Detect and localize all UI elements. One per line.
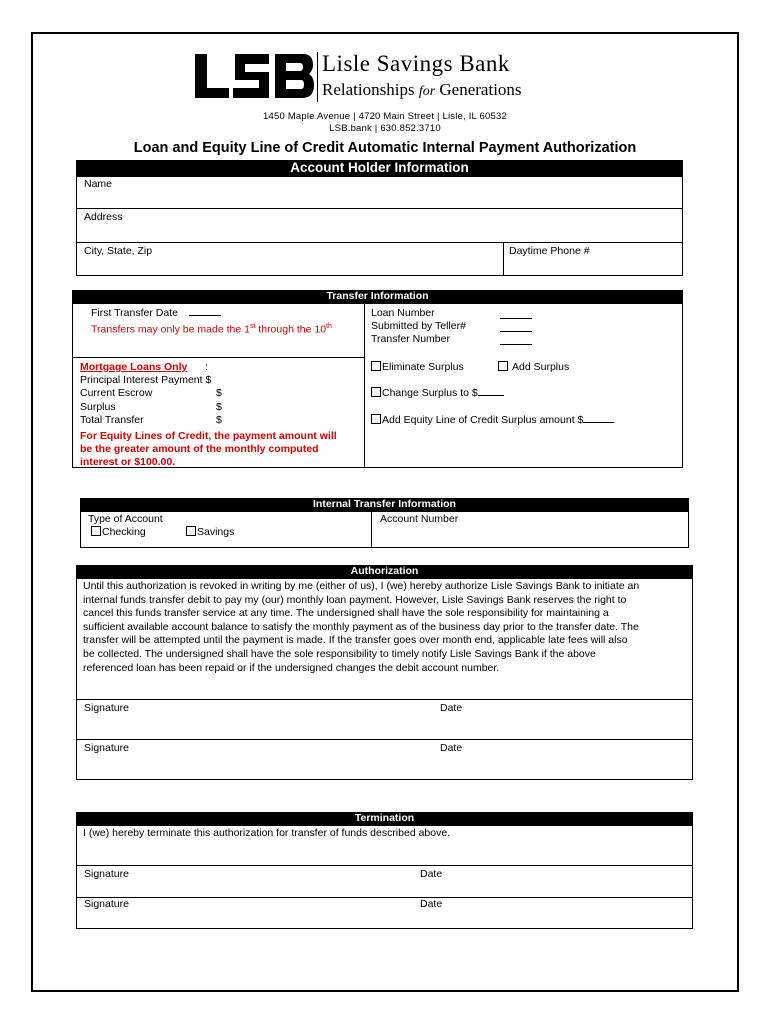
surplus-field[interactable]: Surplus	[80, 401, 116, 413]
total-transfer-field[interactable]: Total Transfer	[80, 414, 144, 426]
termination-signature-field-2[interactable]: Signature	[84, 898, 129, 910]
eliminate-surplus-label: Eliminate Surplus	[382, 361, 464, 373]
change-surplus-label: Change Surplus to $	[382, 387, 478, 399]
authorization-line: cancel this funds transfer service at any time. The undersigned shall have the sole responsibility for maintaining a	[83, 607, 609, 620]
authorization-line: transfer will be attempted until the payment is made. If the transfer goes over month end, applicable late fees will also	[83, 634, 628, 647]
termination-signature-field-1[interactable]: Signature	[84, 868, 129, 880]
principal-interest-field[interactable]: Principal Interest Payment $	[80, 374, 212, 386]
equity-note-line1: For Equity Lines of Credit, the payment amount will	[80, 430, 337, 442]
divider	[76, 897, 693, 898]
transfer-number-label: Transfer Number	[371, 333, 450, 345]
transfer-number-blank[interactable]	[500, 344, 532, 345]
city-state-zip-field[interactable]: City, State, Zip	[84, 245, 153, 257]
signature-field-1[interactable]: Signature	[84, 702, 129, 714]
submitted-by-teller-label: Submitted by Teller#	[371, 320, 466, 332]
authorization-line: be collected. The undersigned shall have the sole responsibility to timely notify Lisle Savings Bank if the above	[83, 647, 596, 660]
mortgage-loans-heading	[80, 361, 187, 374]
checking-option[interactable]	[91, 526, 146, 539]
daytime-phone-field[interactable]: Daytime Phone #	[509, 245, 590, 257]
note-text: through the 10	[255, 323, 327, 336]
termination-date-field-1[interactable]: Date	[420, 868, 443, 880]
total-transfer-dollar: $	[216, 414, 222, 426]
account-holder-heading: Account Holder Information	[76, 160, 683, 176]
checking-label: Checking	[102, 526, 146, 538]
add-equity-surplus-option[interactable]	[371, 414, 614, 427]
authorization-line: Until this authorization is revoked in writing by me (either of us), I (we) hereby authorize Lisle Savings Bank to initiate an	[83, 580, 640, 592]
authorization-line: sufficient available account balance to satisfy the monthly payment as of the business day prior to the transfer date. The	[83, 620, 639, 633]
divider	[72, 357, 364, 358]
add-equity-surplus-checkbox[interactable]	[371, 414, 381, 424]
tagline-relationships: Relationships	[322, 80, 415, 99]
teller-number-blank[interactable]	[500, 331, 532, 332]
date-field-1[interactable]: Date	[440, 702, 463, 714]
mortgage-heading-text: Mortgage Loans Only	[80, 361, 188, 373]
tagline-generations: Generations	[439, 80, 522, 99]
first-transfer-date-blank[interactable]	[189, 315, 221, 316]
bank-address: 1450 Maple Avenue | 4720 Main Street | Lisle, IL 60532	[263, 111, 507, 122]
internal-transfer-heading: Internal Transfer Information	[80, 498, 689, 511]
note-text: Transfers may only be made the 1	[91, 323, 250, 336]
bank-contact: LSB.bank | 630.852.3710	[329, 123, 441, 134]
note-sup: st	[249, 323, 256, 330]
eliminate-surplus-option[interactable]	[371, 361, 464, 374]
first-transfer-date-label: First Transfer Date	[91, 307, 178, 319]
authorization-text	[83, 580, 689, 675]
divider	[503, 242, 504, 276]
first-transfer-date-field[interactable]	[91, 307, 221, 320]
note-sup: th	[326, 323, 332, 330]
authorization-line: internal funds transfer debit to pay my (our) monthly loan payment. However, Lisle Savings Bank reserves the right to	[83, 593, 627, 606]
account-number-field[interactable]: Account Number	[380, 513, 459, 525]
transfer-days-note	[91, 320, 332, 337]
surplus-dollar: $	[216, 401, 222, 413]
equity-note-line2: be the greater amount of the monthly computed	[80, 443, 319, 455]
add-surplus-option[interactable]	[498, 361, 569, 374]
change-surplus-option[interactable]	[371, 387, 504, 400]
name-field[interactable]: Name	[84, 178, 113, 190]
authorization-line: referenced loan has been repaid or if the undersigned changes the debit account number.	[83, 661, 500, 674]
tagline-for: for	[418, 84, 436, 99]
checking-checkbox[interactable]	[91, 526, 101, 536]
termination-box	[76, 825, 693, 929]
add-surplus-checkbox[interactable]	[498, 361, 508, 371]
lsb-logo	[193, 52, 315, 100]
divider	[76, 242, 683, 243]
authorization-heading: Authorization	[76, 565, 693, 578]
bank-name: Lisle Savings Bank	[322, 51, 510, 76]
loan-number-label: Loan Number	[371, 307, 435, 319]
logo-divider	[317, 52, 318, 102]
termination-heading: Termination	[76, 812, 693, 825]
add-surplus-label: Add Surplus	[512, 361, 570, 373]
current-escrow-dollar: $	[216, 387, 222, 399]
form-title: Loan and Equity Line of Credit Automatic Internal Payment Authorization	[133, 140, 637, 156]
divider	[364, 303, 365, 468]
eliminate-surplus-checkbox[interactable]	[371, 361, 381, 371]
divider	[76, 865, 693, 866]
divider	[76, 208, 683, 209]
signature-field-2[interactable]: Signature	[84, 742, 129, 754]
account-holder-box	[76, 176, 683, 276]
transfer-info-heading: Transfer Information	[72, 290, 683, 303]
termination-text: I (we) hereby terminate this authorization for transfer of funds described above.	[83, 827, 451, 839]
add-equity-surplus-blank[interactable]	[583, 422, 614, 423]
bank-tagline	[322, 80, 522, 100]
add-equity-surplus-label: Add Equity Line of Credit Surplus amount $	[382, 414, 584, 426]
loan-number-blank[interactable]	[500, 318, 532, 319]
savings-checkbox[interactable]	[186, 526, 196, 536]
current-escrow-field[interactable]: Current Escrow	[80, 387, 153, 399]
change-surplus-blank[interactable]	[478, 395, 504, 396]
termination-date-field-2[interactable]: Date	[420, 898, 443, 910]
account-type-label: Type of Account	[88, 513, 163, 525]
equity-note-line3: interest or $100.00.	[80, 456, 176, 468]
mortgage-colon: :	[205, 361, 208, 373]
divider	[371, 511, 372, 548]
savings-label: Savings	[197, 526, 235, 538]
divider	[76, 699, 693, 700]
change-surplus-checkbox[interactable]	[371, 387, 381, 397]
address-field[interactable]: Address	[84, 211, 123, 223]
divider	[76, 739, 693, 740]
date-field-2[interactable]: Date	[440, 742, 463, 754]
savings-option[interactable]	[186, 526, 234, 539]
